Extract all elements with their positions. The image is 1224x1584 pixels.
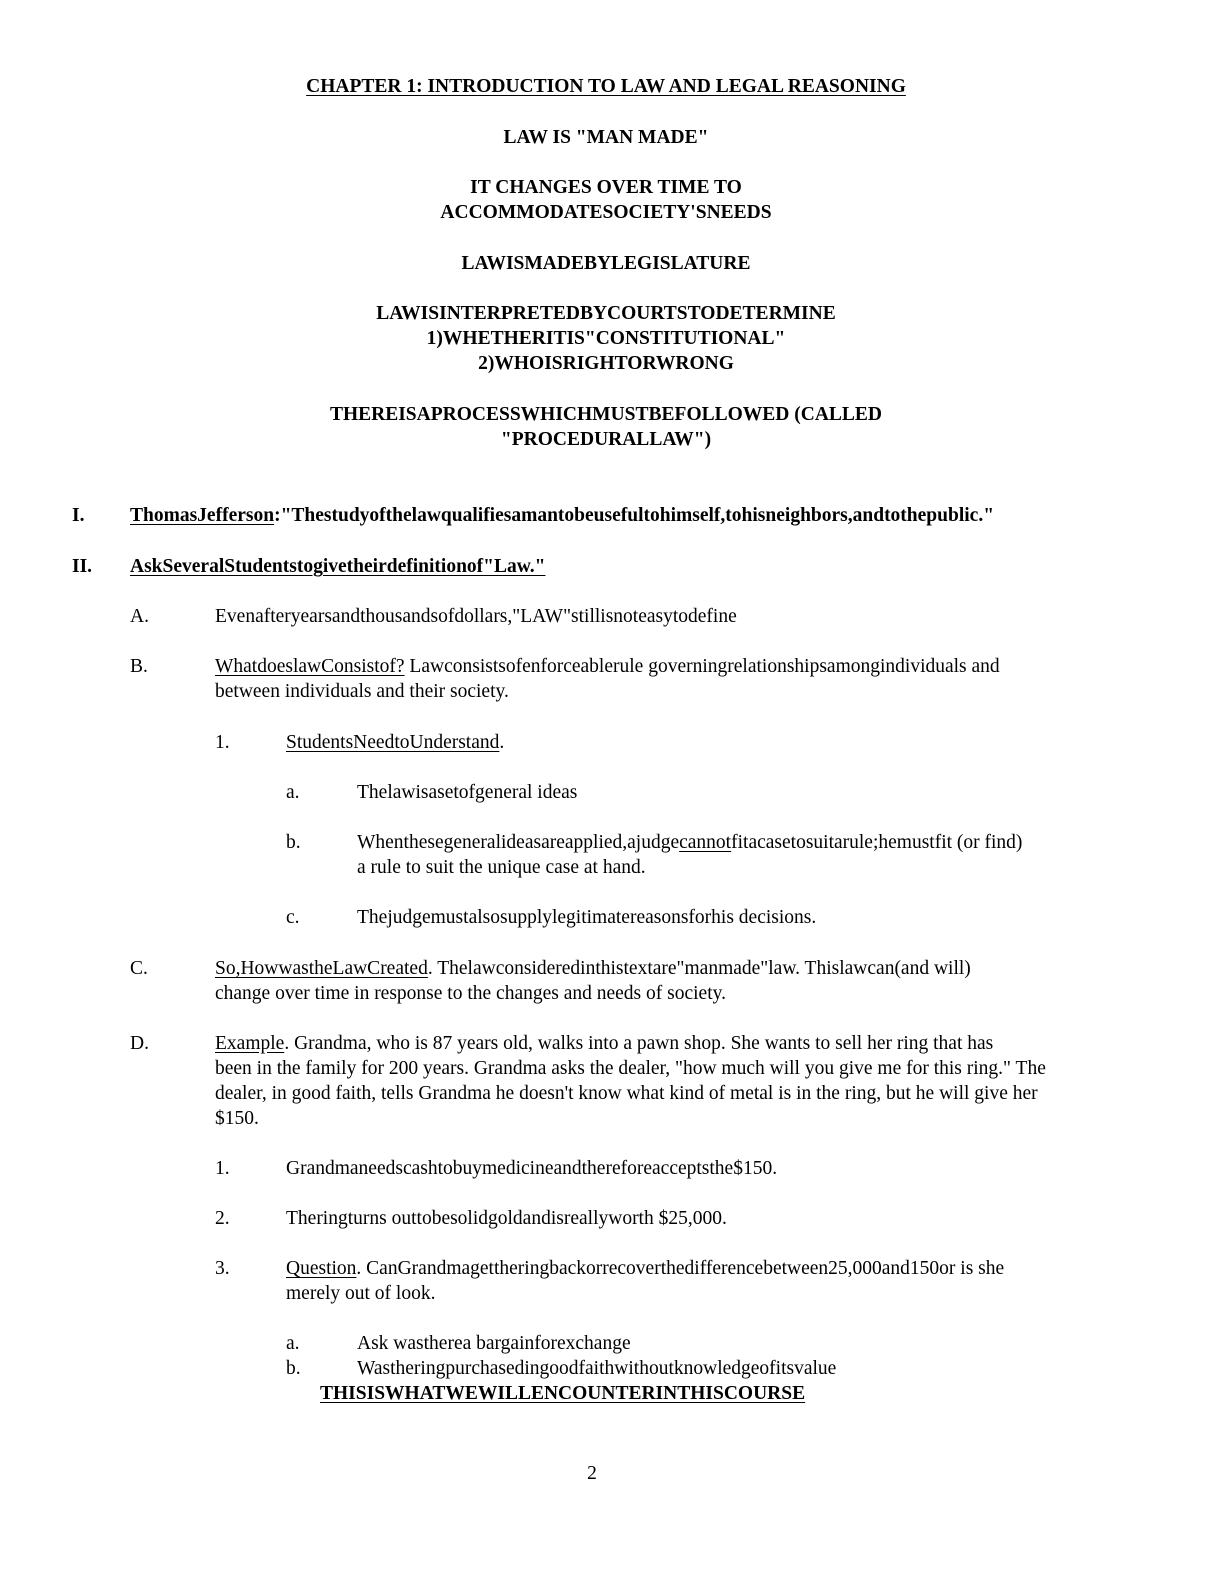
item-d3-text: . CanGrandmagettheringbackorrecoverthedifferencebetween25,000and150or is she xyxy=(356,1258,1005,1279)
item-c-line1 xyxy=(215,956,971,981)
item-d3b-text: Wastheringpurchasedingoodfaithwithoutknowledgeofitsvalue xyxy=(357,1358,837,1379)
item-d2-text: Theringturns outtobesolidgoldandisreallyworth $25,000. xyxy=(286,1208,727,1229)
item-b1b-marker: b. xyxy=(286,832,301,853)
heading-interpreted-line2: 1)WHETHERITIS"CONSTITUTIONAL" xyxy=(426,328,786,349)
item-d3a-marker: a. xyxy=(286,1333,300,1354)
section-1-text xyxy=(130,503,994,528)
item-b-title: WhatdoeslawConsistof? xyxy=(215,656,405,677)
item-d3-title: Question xyxy=(286,1258,357,1279)
item-c-line2: change over time in response to the changes and needs of society. xyxy=(215,983,726,1004)
item-c-text: . Thelawconsideredinthistextare"manmade"law. Thislawcan(and will) xyxy=(427,958,971,979)
item-d-line2: been in the family for 200 years. Grandma asks the dealer, "how much will you give me for this ring." The xyxy=(215,1058,1046,1079)
heading-process-line1: THEREISAPROCESSWHICHMUSTBEFOLLOWED (CALLED xyxy=(329,404,883,425)
item-d3-marker: 3. xyxy=(215,1258,230,1279)
item-b1-marker: 1. xyxy=(215,732,230,753)
item-b1-line xyxy=(286,730,504,755)
heading-man-made: LAW IS "MAN MADE" xyxy=(503,127,709,148)
item-d3-line1 xyxy=(286,1256,1004,1281)
closing-statement: THISISWHATWEWILLENCOUNTERINTHISCOURSE xyxy=(320,1383,806,1404)
item-b-marker: B. xyxy=(130,656,148,677)
heading-interpreted-line1: LAWISINTERPRETEDBYCOURTSTODETERMINE xyxy=(376,303,836,324)
item-c-title: So,HowwastheLawCreated xyxy=(215,958,428,979)
item-b1a-text: Thelawisasetofgeneral ideas xyxy=(357,782,578,803)
jefferson-name: ThomasJefferson xyxy=(130,505,275,526)
item-d1-marker: 1. xyxy=(215,1158,230,1179)
item-b1a-marker: a. xyxy=(286,782,300,803)
item-b-line1 xyxy=(215,654,1000,679)
item-b1c-text: Thejudgemustalsosupplylegitimatereasonsforhis decisions. xyxy=(357,907,817,928)
item-d3a-text: Ask wastherea bargainforexchange xyxy=(357,1333,631,1354)
section-2-marker: II. xyxy=(72,556,93,577)
item-b1b-emphasis: cannot xyxy=(679,832,732,853)
item-d3b-marker: b. xyxy=(286,1358,301,1379)
chapter-title: CHAPTER 1: INTRODUCTION TO LAW AND LEGAL REASONING xyxy=(306,76,906,97)
item-b1b-line2: a rule to suit the unique case at hand. xyxy=(357,857,646,878)
section-2-title: AskSeveralStudentstogivetheirdefinitionof"Law." xyxy=(130,556,546,577)
heading-changes-line2: ACCOMMODATESOCIETY'SNEEDS xyxy=(440,202,772,223)
section-1-marker: I. xyxy=(72,505,85,526)
item-b1b-pre: Whenthesegeneralideasareapplied,ajudge xyxy=(357,832,680,853)
item-b1c-marker: c. xyxy=(286,907,300,928)
item-d-line1 xyxy=(215,1031,993,1056)
page-number: 2 xyxy=(587,1463,597,1484)
item-d2-marker: 2. xyxy=(215,1208,230,1229)
item-d-line4: $150. xyxy=(215,1108,259,1129)
item-a-text: Evenafteryearsandthousandsofdollars,"LAW"stillisnoteasytodefine xyxy=(215,606,737,627)
heading-changes-line1: IT CHANGES OVER TIME TO xyxy=(470,177,742,198)
heading-interpreted-line3: 2)WHOISRIGHTORWRONG xyxy=(478,353,734,374)
item-a-marker: A. xyxy=(130,606,149,627)
item-d-marker: D. xyxy=(130,1033,149,1054)
item-b1-period: . xyxy=(499,732,505,753)
item-c-marker: C. xyxy=(130,958,148,979)
item-b1b-post: fitacasetosuitarule;hemustfit (or find) xyxy=(731,832,1023,853)
item-d-text: . Grandma, who is 87 years old, walks into a pawn shop. She wants to sell her ring that has xyxy=(284,1033,994,1054)
item-d-title: Example xyxy=(215,1033,285,1054)
item-b-text: Lawconsistsofenforceablerule governingrelationshipsamongindividuals and xyxy=(404,656,1000,677)
heading-legislature: LAWISMADEBYLEGISLATURE xyxy=(461,253,751,274)
heading-process-line2: "PROCEDURALLAW") xyxy=(500,429,712,450)
item-b1-title: StudentsNeedtoUnderstand xyxy=(286,732,500,753)
jefferson-quote: :"Thestudyofthelawqualifiesamantobeusefultohimself,tohisneighbors,andtothepublic." xyxy=(274,505,995,526)
item-d-line3: dealer, in good faith, tells Grandma he doesn't know what kind of metal is in the ring, but he will give her xyxy=(215,1083,1038,1104)
item-b-line2: between individuals and their society. xyxy=(215,681,509,702)
item-d3-line2: merely out of look. xyxy=(286,1283,436,1304)
item-d1-text: Grandmaneedscashtobuymedicineandthereforeacceptsthe$150. xyxy=(286,1158,778,1179)
item-b1b-line1 xyxy=(357,830,1022,855)
